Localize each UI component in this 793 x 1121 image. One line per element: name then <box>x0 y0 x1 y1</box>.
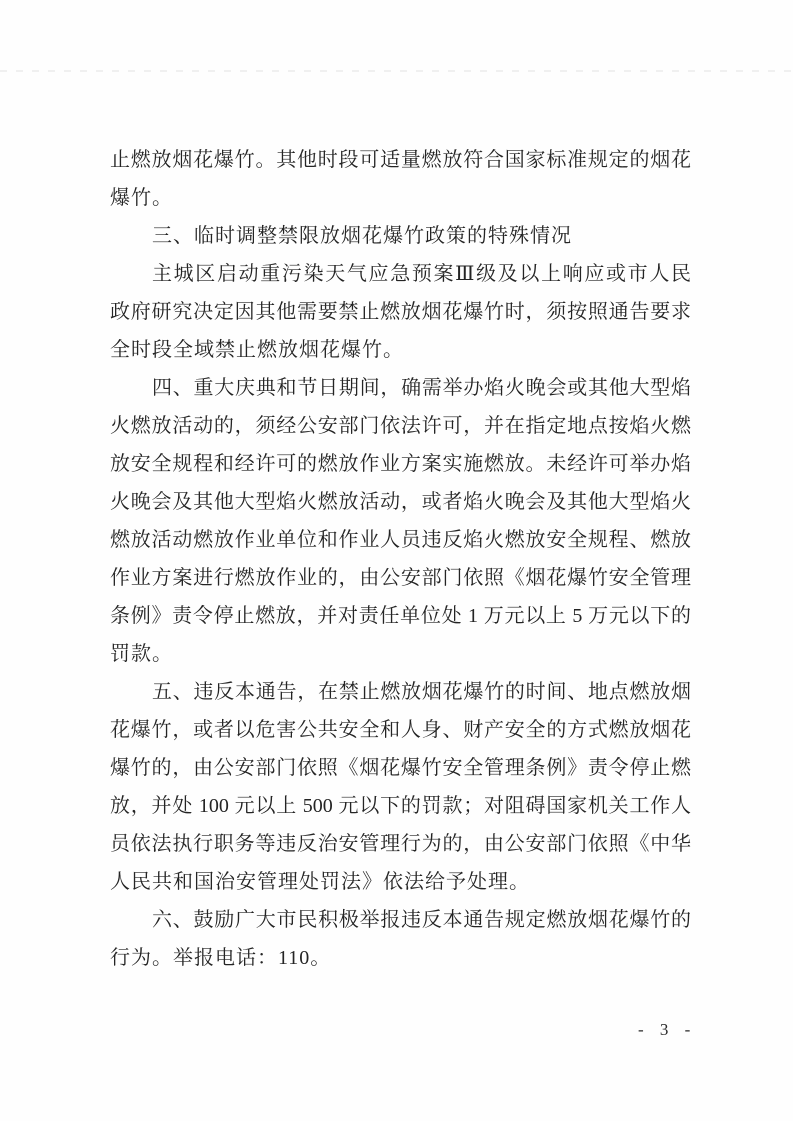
document-line: 政府研究决定因其他需要禁止燃放烟花爆竹时，须按照通告要求 <box>110 301 691 323</box>
section-6-heading-line: 六、鼓励广大市民积极举报违反本通告规定燃放烟花爆竹的 <box>152 909 691 931</box>
document-line: 放安全规程和经许可的燃放作业方案实施燃放。未经许可举办焰 <box>110 453 691 475</box>
document-line: 员依法执行职务等违反治安管理行为的，由公安部门依照《中华 <box>110 833 691 855</box>
document-line: 人民共和国治安管理处罚法》依法给予处理。 <box>110 871 530 893</box>
document-line: 爆竹的，由公安部门依照《烟花爆竹安全管理条例》责令停止燃 <box>110 757 691 779</box>
section-4-heading-line: 四、重大庆典和节日期间，确需举办焰火晚会或其他大型焰 <box>152 377 691 399</box>
document-line: 全时段全域禁止燃放烟花爆竹。 <box>110 339 404 361</box>
document-line: 条例》责令停止燃放，并对责任单位处 1 万元以上 5 万元以下的 <box>110 605 691 627</box>
document-line: 罚款。 <box>110 643 173 665</box>
section-3-heading: 三、临时调整禁限放烟花爆竹政策的特殊情况 <box>152 225 572 247</box>
document-line: 放，并处 100 元以上 500 元以下的罚款；对阻碍国家机关工作人 <box>110 795 691 817</box>
document-line: 火燃放活动的，须经公安部门依法许可，并在指定地点按焰火燃 <box>110 415 691 437</box>
section-5-heading-line: 五、违反本通告，在禁止燃放烟花爆竹的时间、地点燃放烟 <box>152 681 691 703</box>
document-line: 行为。举报电话：110。 <box>110 947 332 969</box>
document-line: 火晚会及其他大型焰火燃放活动，或者焰火晚会及其他大型焰火 <box>110 491 691 513</box>
document-line: 燃放活动燃放作业单位和作业人员违反焰火燃放安全规程、燃放 <box>110 529 691 551</box>
document-line: 作业方案进行燃放作业的，由公安部门依照《烟花爆竹安全管理 <box>110 567 691 589</box>
document-line: 主城区启动重污染天气应急预案Ⅲ级及以上响应或市人民 <box>152 263 691 285</box>
document-text-block <box>110 141 691 977</box>
scan-artifact-line <box>0 70 793 72</box>
document-line: 止燃放烟花爆竹。其他时段可适量燃放符合国家标准规定的烟花 <box>110 149 691 171</box>
document-line: 爆竹。 <box>110 187 173 209</box>
page-number: - 3 - <box>638 1020 697 1039</box>
document-line: 花爆竹，或者以危害公共安全和人身、财产安全的方式燃放烟花 <box>110 719 691 741</box>
